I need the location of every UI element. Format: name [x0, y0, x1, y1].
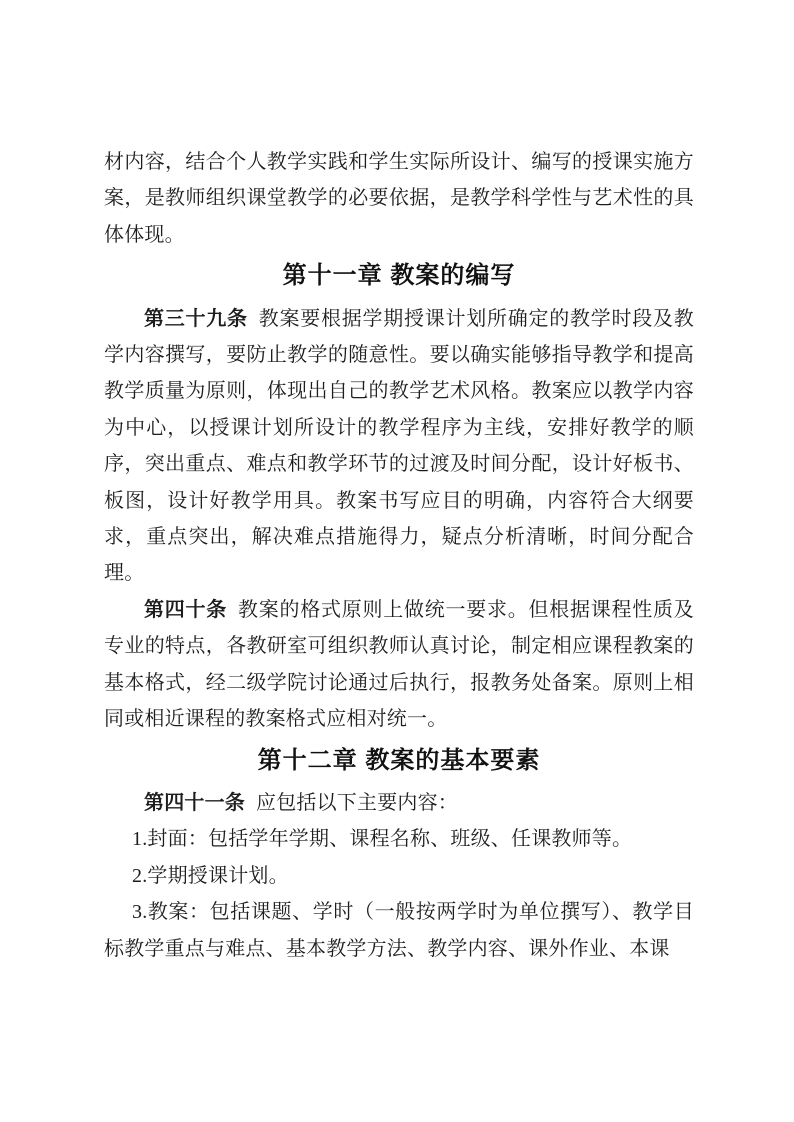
article-39 — [104, 301, 694, 592]
chapter-heading-11: 第十一章 教案的编写 — [282, 262, 516, 290]
article-41-text: 应包括以下主要内容： — [256, 791, 458, 814]
article-41 — [104, 785, 694, 821]
article-39-text: 教案要根据学期授课计划所确定的教学时段及教学内容撰写，要防止教学的随意性。要以确实能够指导教学和提高教学质量为原则，体现出自己的教学艺术风格。教案应以教学内容为中心，以授课计划所设计的教学程序为主线，安排好教学的顺序，突出重点、难点和教学环节的过渡及时间分配，设计好板书、板图，设计好教学用具。教案书写应目的明确，内容符合大纲要求，重点突出，解决难点措施得力，疑点分析清晰，时间分配合理。 — [104, 307, 695, 585]
article-40-number: 第四十条 — [144, 598, 228, 621]
article-39-number: 第三十九条 — [144, 307, 248, 330]
list-item-3-lesson-plan: 3.教案：包括课题、学时（一般按两学时为单位撰写）、教学目标教学重点与难点、基本教学方法、教学内容、课外作业、本课 — [104, 901, 694, 960]
page-content — [104, 144, 694, 967]
article-40-text: 教案的格式原则上做统一要求。但根据课程性质及专业的特点，各教研室可组织教师认真讨论，制定相应课程教案的基本格式，经二级学院讨论通过后执行，报教务处备案。原则上相同或相近课程的教案格式应相对统一。 — [104, 598, 694, 731]
list-item-2-semester-plan: 2.学期授课计划。 — [132, 864, 289, 887]
article-40 — [104, 592, 694, 738]
paragraph-continuation: 材内容，结合个人教学实践和学生实际所设计、编写的授课实施方案，是教师组织课堂教学的必要依据，是教学科学性与艺术性的具体体现。 — [104, 151, 694, 246]
article-41-number: 第四十一条 — [144, 791, 245, 814]
chapter-heading-12: 第十二章 教案的基本要素 — [257, 746, 541, 774]
list-item-1-cover: 1.封面：包括学年学期、课程名称、班级、任课教师等。 — [132, 828, 633, 851]
